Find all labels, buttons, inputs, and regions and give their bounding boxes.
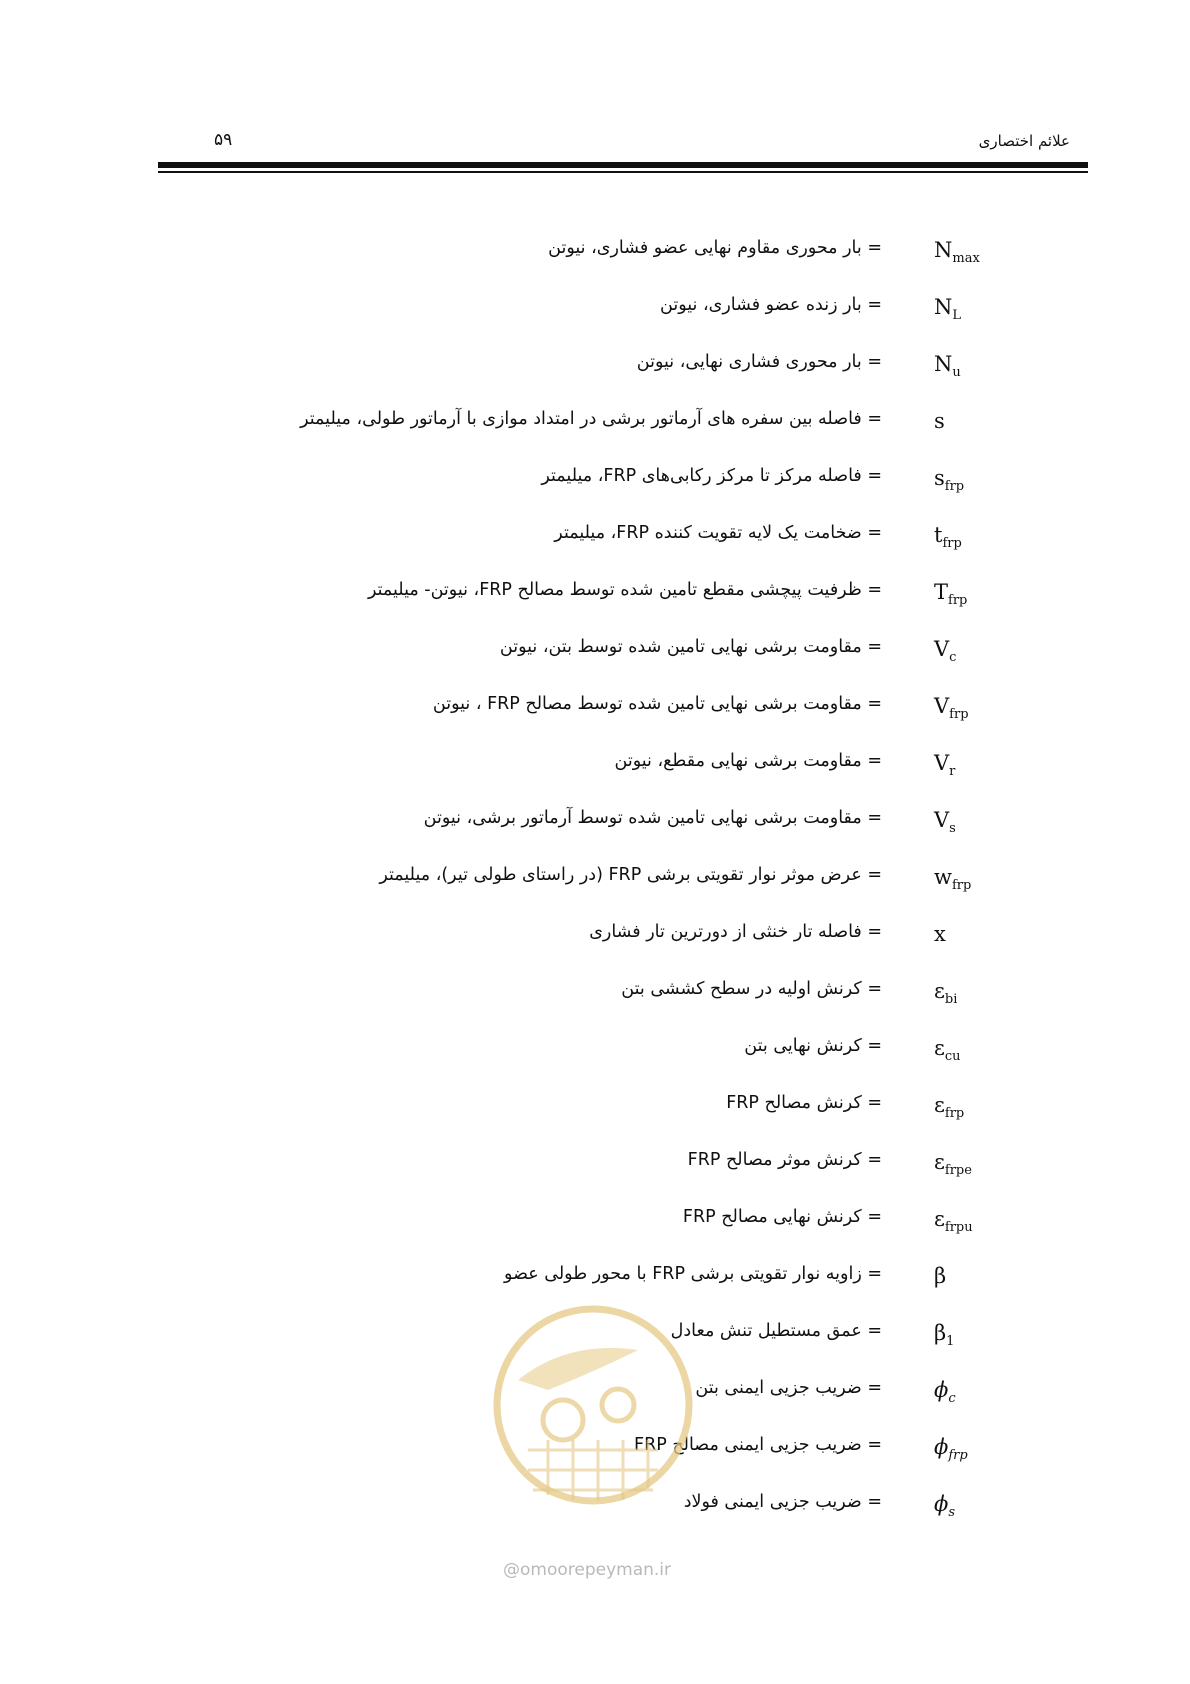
abbreviation-description: = فاصله بین سفره های آرماتور برشی در امتداد موازی با آرماتور طولی، میلیمتر [300, 409, 882, 429]
abbreviation-entry [0, 230, 1190, 287]
symbol-subscript: r [949, 764, 956, 779]
abbreviation-entry [0, 1199, 1190, 1256]
symbol-base: T [934, 580, 949, 604]
abbreviation-description: = مقاومت برشی نهایی تامین شده توسط آرماتور برشی، نیوتن [423, 808, 882, 828]
abbreviation-symbol [934, 751, 955, 779]
symbol-subscript: bi [944, 992, 958, 1007]
abbreviation-symbol [934, 238, 980, 266]
symbol-base: V [934, 751, 950, 775]
symbol-subscript: s [948, 1505, 955, 1520]
abbreviation-description: = کرنش نهایی بتن [744, 1036, 882, 1056]
abbreviation-entry [0, 401, 1190, 458]
abbreviation-symbol [934, 922, 946, 946]
symbol-base: x [934, 922, 946, 946]
symbol-base: ϕ [934, 1435, 949, 1459]
abbreviation-symbol [934, 808, 956, 836]
abbreviation-description: = فاصله تار خنثی از دورترین تار فشاری [589, 922, 882, 942]
abbreviation-description: = ظرفیت پیچشی مقطع تامین شده توسط مصالح FRP، نیوتن- میلیمتر [367, 580, 882, 600]
abbreviation-symbol [934, 523, 962, 551]
abbreviation-entry [0, 515, 1190, 572]
symbol-subscript: frp [948, 593, 968, 608]
header-rule-thick [158, 162, 1088, 168]
abbreviation-symbol [934, 865, 971, 893]
abbreviation-symbol [934, 1435, 968, 1463]
abbreviation-description: = ضریب جزیی ایمنی فولاد [683, 1492, 882, 1512]
symbol-base: N [934, 352, 953, 376]
abbreviation-description: = مقاومت برشی نهایی مقطع، نیوتن [614, 751, 882, 771]
symbol-subscript: frpu [944, 1220, 973, 1235]
abbreviation-description: = کرنش اولیه در سطح کششی بتن [621, 979, 882, 999]
abbreviation-entry [0, 743, 1190, 800]
symbol-base: ε [934, 1036, 945, 1060]
abbreviation-symbol [934, 1207, 973, 1235]
symbol-subscript: frp [949, 707, 969, 722]
symbol-subscript: cu [944, 1049, 961, 1064]
abbreviation-symbol [934, 1378, 956, 1406]
header-rule-thin [158, 171, 1088, 173]
abbreviation-description: = بار محوری مقاوم نهایی عضو فشاری، نیوتن [548, 238, 882, 258]
abbreviation-entry [0, 572, 1190, 629]
abbreviation-entry [0, 344, 1190, 401]
abbreviation-entry [0, 287, 1190, 344]
abbreviation-symbol [934, 1321, 954, 1349]
symbol-base: ε [934, 979, 945, 1003]
abbreviation-symbol [934, 1264, 946, 1288]
symbol-base: ε [934, 1207, 945, 1231]
abbreviation-entry [0, 971, 1190, 1028]
abbreviation-description: = مقاومت برشی نهایی تامین شده توسط بتن، نیوتن [499, 637, 882, 657]
abbreviation-symbol [934, 637, 956, 665]
symbol-subscript: L [952, 308, 962, 323]
abbreviation-symbol [934, 1150, 972, 1178]
symbol-base: s [934, 409, 945, 433]
abbreviation-entry [0, 857, 1190, 914]
abbreviation-description: = فاصله مرکز تا مرکز رکابی‌های FRP، میلیمتر [541, 466, 882, 486]
abbreviation-description: = مقاومت برشی نهایی تامین شده توسط مصالح FRP ، نیوتن [432, 694, 882, 714]
abbreviation-description: = عمق مستطیل تنش معادل [670, 1321, 882, 1341]
symbol-subscript: frp [942, 536, 962, 551]
symbol-subscript: frp [944, 479, 965, 494]
abbreviation-entry [0, 1085, 1190, 1142]
abbreviation-entry [0, 1142, 1190, 1199]
abbreviation-description: = بار محوری فشاری نهایی، نیوتن [636, 352, 882, 372]
symbol-base: V [934, 694, 950, 718]
abbreviation-symbol [934, 466, 964, 494]
abbreviation-description: = کرنش موثر مصالح FRP [687, 1150, 882, 1170]
symbol-base: V [934, 808, 950, 832]
abbreviation-symbol [934, 352, 961, 380]
symbol-base: ϕ [934, 1492, 949, 1516]
symbol-subscript: 1 [946, 1334, 955, 1349]
abbreviation-description: = ضخامت یک لایه تقویت کننده FRP، میلیمتر [554, 523, 882, 543]
symbol-subscript: c [948, 1391, 956, 1406]
abbreviation-symbol [934, 1093, 964, 1121]
symbol-subscript: frp [944, 1106, 965, 1121]
abbreviation-symbol [934, 979, 957, 1007]
abbreviation-symbol [934, 1492, 955, 1520]
symbol-base: s [934, 466, 945, 490]
symbol-base: N [934, 238, 953, 262]
abbreviation-entry [0, 914, 1190, 971]
symbol-base: β [934, 1264, 947, 1288]
abbreviation-symbol [934, 1036, 961, 1064]
running-header-title: علائم اختصاری [978, 132, 1070, 150]
abbreviation-entry [0, 686, 1190, 743]
abbreviation-description: = کرنش مصالح FRP [726, 1093, 882, 1113]
symbol-base: ε [934, 1150, 945, 1174]
symbol-subscript: frp [948, 1448, 968, 1463]
abbreviation-entry [0, 629, 1190, 686]
abbreviation-symbol [934, 295, 961, 323]
abbreviation-entry [0, 800, 1190, 857]
symbol-base: V [934, 637, 950, 661]
page-number: ۵۹ [214, 130, 233, 150]
watermark-url: @omoorepeyman.ir [503, 1560, 672, 1580]
abbreviation-symbol [934, 694, 969, 722]
symbol-base: w [934, 865, 952, 889]
abbreviation-description: = عرض موثر نوار تقویتی برشی FRP (در راستای طولی تیر)، میلیمتر [379, 865, 882, 885]
abbreviation-description: = بار زنده عضو فشاری، نیوتن [660, 295, 882, 315]
abbreviation-description: = کرنش نهایی مصالح FRP [682, 1207, 882, 1227]
abbreviation-symbol [934, 409, 945, 433]
symbol-subscript: max [952, 251, 980, 266]
symbol-base: ϕ [934, 1378, 949, 1402]
symbol-subscript: u [952, 365, 961, 380]
abbreviation-description: = زاویه نوار تقویتی برشی FRP با محور طولی عضو [504, 1264, 882, 1284]
abbreviation-entry [0, 458, 1190, 515]
symbol-base: t [934, 523, 943, 547]
symbol-subscript: frpe [944, 1163, 972, 1178]
symbol-subscript: s [949, 821, 956, 836]
symbol-subscript: c [949, 650, 957, 665]
abbreviation-entry [0, 1028, 1190, 1085]
abbreviation-description: = ضریب جزیی ایمنی بتن [695, 1378, 882, 1398]
abbreviation-description: = ضریب جزیی ایمنی مصالح FRP [634, 1435, 882, 1455]
symbol-base: N [934, 295, 953, 319]
symbol-base: ε [934, 1093, 945, 1117]
symbol-subscript: frp [951, 878, 972, 893]
symbol-base: β [934, 1321, 947, 1345]
abbreviation-symbol [934, 580, 967, 608]
watermark-logo [488, 1300, 698, 1560]
